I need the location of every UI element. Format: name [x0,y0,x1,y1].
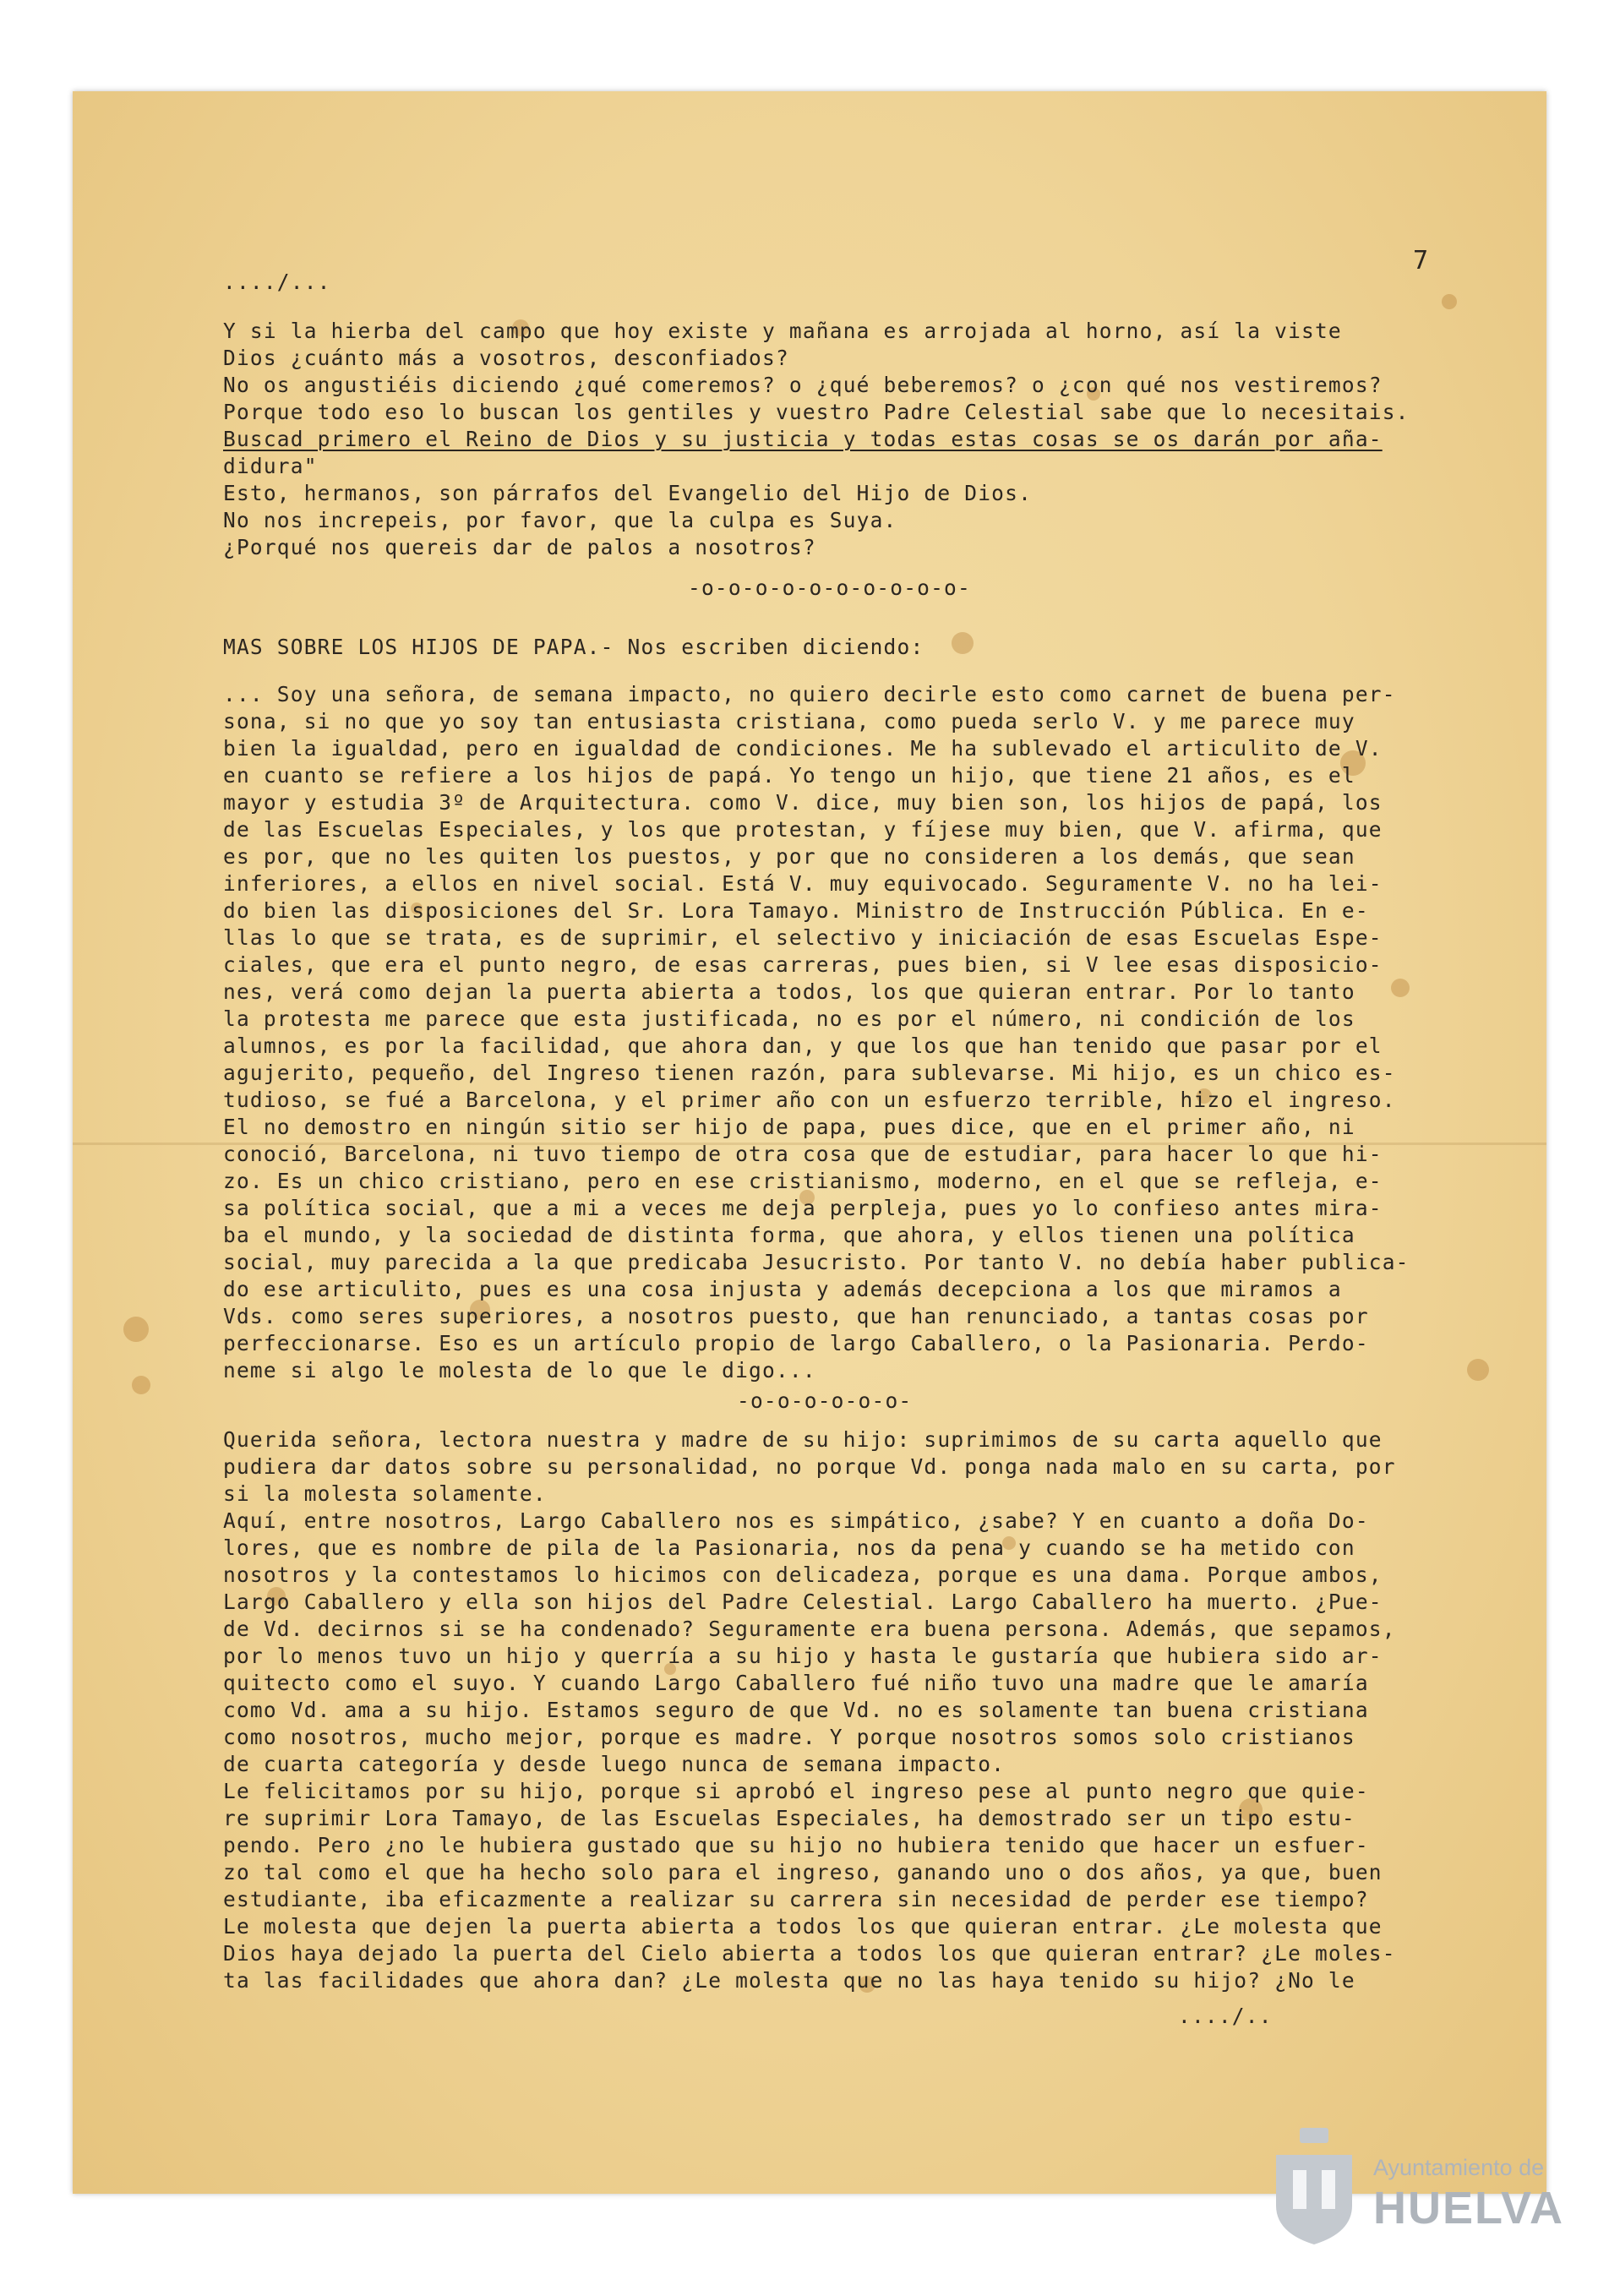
reply-line: si la molesta solamente. [223,1481,547,1506]
stain-spot [1467,1359,1489,1381]
text-line: No os angustiéis diciendo ¿qué comeremos? o ¿qué beberemos? o ¿con qué nos vestiremos? [223,373,1383,397]
stain-spot [1442,294,1457,309]
typewritten-page [73,91,1546,2194]
reply-line: nosotros y la contestamos lo hicimos con delicadeza, porque es una dama. Porque ambos, [223,1562,1383,1587]
reply-line: lores, que es nombre de pila de la Pasionaria, nos da pena y cuando se ha metido con [223,1535,1355,1560]
text-line: Esto, hermanos, son párrafos del Evangelio del Hijo de Dios. [223,481,1033,505]
reply-line: pudiera dar datos sobre su personalidad, no porque Vd. ponga nada malo en su carta, por [223,1454,1396,1479]
continuation-marker-bottom: ..../.. [1178,2004,1273,2028]
reply-line: quitecto como el suyo. Y cuando Largo Caballero fué niño tuvo una madre que le amaría [223,1671,1369,1695]
letter-line: agujerito, pequeño, del Ingreso tienen razón, para sublevarse. Mi hijo, es un chico es- [223,1061,1396,1085]
reply-line: de Vd. decirnos si se ha condenado? Seguramente era buena persona. Además, que sepamos, [223,1617,1396,1641]
letter-line: es por, que no les quiten los puestos, y por que no consideren a los demás, que sean [223,844,1355,869]
stain-spot [132,1376,150,1394]
stain-spot [123,1317,149,1342]
stain-spot [952,632,974,654]
letter-line: Vds. como seres superiores, a nosotros puesto, que han renunciado, a tantas cosas por [223,1304,1369,1328]
reply-line: Le molesta que dejen la puerta abierta a todos los que quieran entrar. ¿Le molesta que [223,1914,1383,1939]
reply-line: Aquí, entre nosotros, Largo Caballero nos es simpático, ¿sabe? Y en cuanto a doña Do- [223,1508,1369,1533]
text-line: Dios ¿cuánto más a vosotros, desconfiados? [223,346,789,370]
letter-line: la protesta me parece que esta justificada, no es por el número, ni condición de los [223,1006,1355,1031]
reply-line: ta las facilidades que ahora dan? ¿Le molesta que no las haya tenido su hijo? ¿No le [223,1968,1355,1993]
letter-line: inferiores, a ellos en nivel social. Está V. muy equivocado. Seguramente V. no ha lei- [223,871,1383,896]
letter-line: llas lo que se trata, es de suprimir, el selectivo y iniciación de esas Escuelas Espe- [223,925,1383,950]
reply-line: pendo. Pero ¿no le hubiera gustado que su hijo no hubiera tenido que hacer un esfuer- [223,1833,1369,1857]
letter-line: ba el mundo, y la sociedad de distinta forma, que ahora, y ellos tienen una política [223,1223,1355,1247]
reply-line: como Vd. ama a su hijo. Estamos seguro de que Vd. no es solamente tan buena cristiana [223,1698,1369,1722]
reply-line: como nosotros, mucho mejor, porque es madre. Y porque nosotros somos solo cristianos [223,1725,1355,1749]
reply-line: estudiante, iba eficazmente a realizar su carrera sin necesidad de perder ese tiempo? [223,1887,1369,1912]
reply-line: Querida señora, lectora nuestra y madre de su hijo: suprimimos de su carta aquello que [223,1427,1383,1452]
letter-line: de las Escuelas Especiales, y los que protestan, y fíjese muy bien, que V. afirma, que [223,817,1383,842]
letter-line: social, muy parecida a la que predicaba Jesucristo. Por tanto V. no debía haber publica- [223,1250,1410,1274]
watermark-title: HUELVA [1373,2183,1564,2233]
letter-line: nes, verá como dejan la puerta abierta a todos, los que quieran entrar. Por lo tanto [223,979,1355,1004]
text-line: Y si la hierba del campo que hoy existe y mañana es arrojada al horno, así la viste [223,319,1342,343]
text-line: didura" [223,454,318,478]
text-line-underlined: Buscad primero el Reino de Dios y su justicia y todas estas cosas se os darán por aña- [223,427,1383,451]
letter-line: conoció, Barcelona, ni tuvo tiempo de otra cosa que de estudiar, para hacer lo que hi- [223,1142,1383,1166]
watermark-subtitle: Ayuntamiento de [1373,2155,1545,2180]
letter-line: neme si algo le molesta de lo que le digo... [223,1358,816,1383]
letter-line: alumnos, es por la facilidad, que ahora dan, y que los que han tenido que pasar por el [223,1033,1383,1058]
text-line: No nos increpeis, por favor, que la culpa es Suya. [223,508,897,532]
huelva-watermark [1268,2121,1589,2248]
letter-line: El no demostro en ningún sitio ser hijo de papa, pues dice, que en el primer año, ni [223,1115,1355,1139]
letter-line: ... Soy una señora, de semana impacto, no quiero decirle esto como carnet de buena per- [223,682,1396,706]
reply-line: Dios haya dejado la puerta del Cielo abierta a todos los que quieran entrar? ¿Le moles- [223,1941,1396,1966]
letter-line: sona, si no que yo soy tan entusiasta cristiana, como pueda serlo V. y me parece muy [223,709,1355,734]
letter-line: mayor y estudia 3º de Arquitectura. como V. dice, muy bien son, los hijos de papá, los [223,790,1383,815]
reply-line: Largo Caballero y ella son hijos del Padre Celestial. Largo Caballero ha muerto. ¿Pue- [223,1590,1383,1614]
letter-line: ciales, que era el punto negro, de esas carreras, pues bien, si V lee esas disposicio- [223,952,1383,977]
letter-line: bien la igualdad, pero en igualdad de condiciones. Me ha sublevado el articulito de V. [223,736,1383,761]
letter-line: en cuanto se refiere a los hijos de papá. Yo tengo un hijo, que tiene 21 años, es el [223,763,1355,788]
reply-line: de cuarta categoría y desde luego nunca de semana impacto. [223,1752,1006,1776]
letter-line: do ese articulito, pues es una cosa injusta y además decepciona a los que miramos a [223,1277,1342,1301]
reply-line: Le felicitamos por su hijo, porque si aprobó el ingreso pese al punto negro que quie- [223,1779,1369,1803]
reply-line: re suprimir Lora Tamayo, de las Escuelas Especiales, ha demostrado ser un tipo estu- [223,1806,1355,1830]
stain-spot [1391,979,1410,997]
letter-line: sa política social, que a mi a veces me deja perpleja, pues yo lo confieso antes mira- [223,1196,1383,1220]
letter-line: do bien las disposiciones del Sr. Lora Tamayo. Ministro de Instrucción Pública. En e- [223,898,1369,923]
letter-line: tudioso, se fué a Barcelona, y el primer año con un esfuerzo terrible, hizo el ingreso. [223,1088,1396,1112]
letter-line: perfeccionarse. Eso es un artículo propio de largo Caballero, o la Pasionaria. Perdo- [223,1331,1369,1355]
city-shield-icon [1268,2121,1361,2248]
letter-line: zo. Es un chico cristiano, pero en ese cristianismo, moderno, en el que se refleja, e- [223,1169,1383,1193]
continuation-marker-top: ..../... [223,270,331,294]
reply-line: zo tal como el que ha hecho solo para el ingreso, ganando uno o dos años, ya que, buen [223,1860,1383,1884]
text-line: Porque todo eso lo buscan los gentiles y vuestro Padre Celestial sabe que lo necesitais. [223,400,1410,424]
section-heading: MAS SOBRE LOS HIJOS DE PAPA.- Nos escriben diciendo: [223,635,924,659]
section-divider: -o-o-o-o-o-o- [737,1388,913,1413]
reply-line: por lo menos tuvo un hijo y querría a su hijo y hasta le gustaría que hubiera sido ar- [223,1644,1383,1668]
section-divider: -o-o-o-o-o-o-o-o-o-o- [688,575,971,600]
text-line: ¿Porqué nos quereis dar de palos a nosotros? [223,535,816,559]
page-number: 7 [1412,246,1428,275]
